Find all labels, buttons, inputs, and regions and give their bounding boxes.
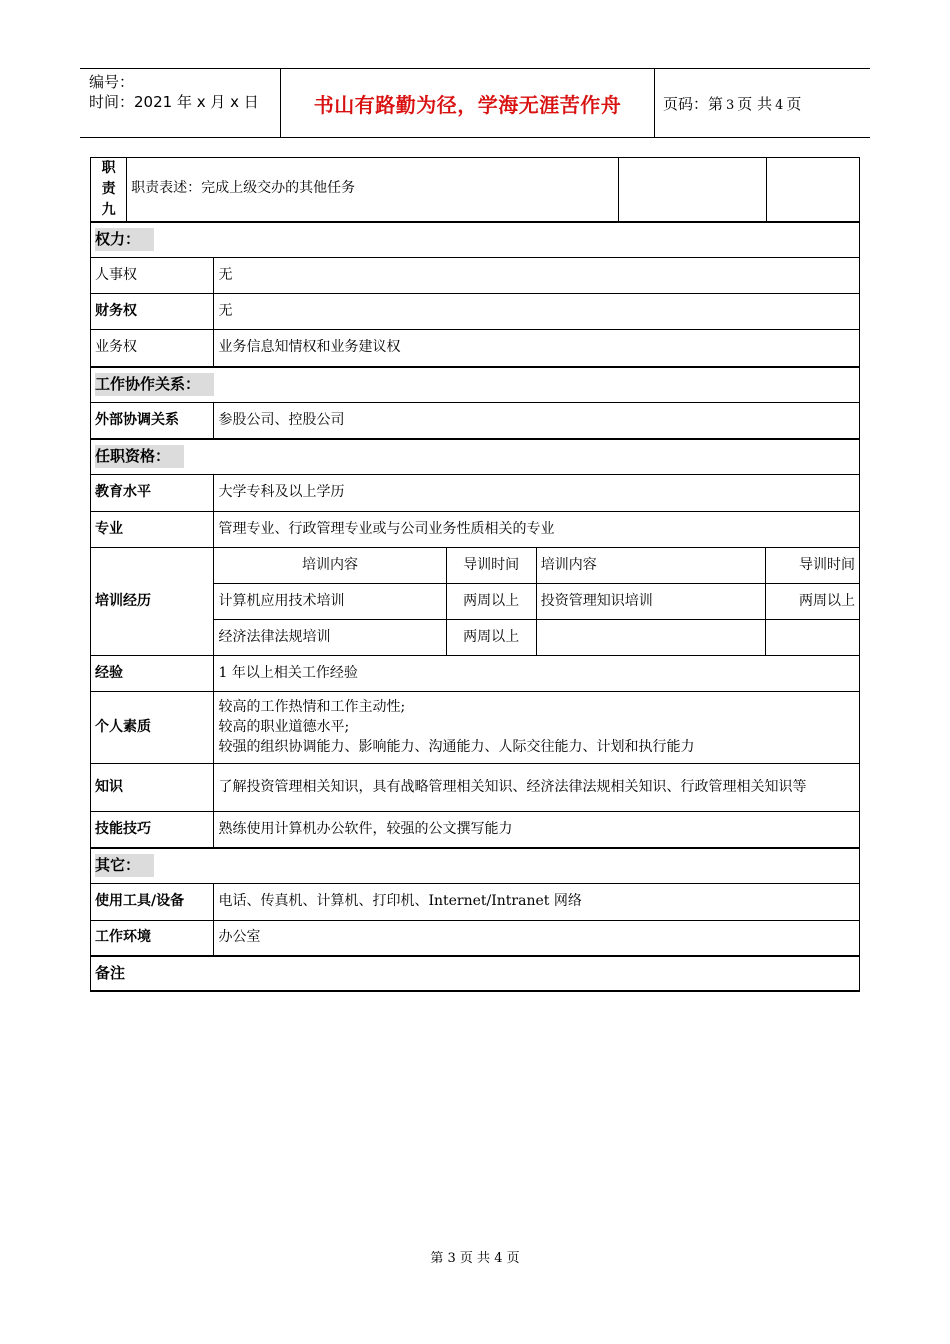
personal-line: 较高的工作热情和工作主动性; (218, 698, 406, 715)
environment-value: 办公室 (214, 920, 860, 956)
training-cell (536, 619, 766, 655)
personal-label: 个人素质 (91, 691, 214, 763)
environment-label: 工作环境 (91, 920, 214, 956)
power-row (91, 293, 860, 329)
duty-nine-row (91, 158, 860, 223)
training-header-content: 培训内容 (214, 548, 446, 584)
relations-section-row (91, 367, 860, 402)
power-value-business: 业务信息知情权和业务建议权 (214, 329, 860, 367)
training-cell: 两周以上 (446, 583, 536, 619)
training-header-time: 导训时间 (766, 548, 859, 584)
tools-label: 使用工具/设备 (91, 883, 214, 920)
personal-value (214, 691, 860, 763)
training-cell (766, 619, 859, 655)
training-label: 培训经历 (91, 547, 214, 655)
training-header-row (214, 548, 859, 584)
remarks-row (91, 956, 860, 991)
power-label-finance: 财务权 (91, 293, 214, 329)
relations-heading: 工作协作关系： (95, 373, 214, 396)
education-label: 教育水平 (91, 474, 214, 511)
major-value: 管理专业、行政管理专业或与公司业务性质相关的专业 (214, 511, 860, 547)
motto-text: 书山有路勤为径，学海无涯苦作舟 (313, 92, 622, 117)
skills-label: 技能技巧 (91, 811, 214, 848)
training-header-time: 导训时间 (446, 548, 536, 584)
education-value: 大学专科及以上学历 (214, 474, 860, 511)
remarks-label: 备注 (95, 964, 126, 982)
experience-value: 1 年以上相关工作经验 (214, 655, 860, 691)
qualifications-heading: 任职资格： (95, 445, 184, 468)
training-cell: 两周以上 (766, 583, 859, 619)
page-indicator: 页码：第 3 页 共 4 页 (663, 94, 802, 113)
number-label: 编号： (89, 73, 135, 91)
training-data-row (214, 583, 859, 619)
environment-row (91, 920, 860, 956)
skills-value: 熟练使用计算机办公软件，较强的公文撰写能力 (214, 811, 860, 848)
duty-nine-label: 职 责 九 (91, 158, 127, 223)
duty-nine-empty-cell-1 (619, 158, 767, 223)
power-label-business: 业务权 (91, 329, 214, 367)
relations-row (91, 402, 860, 439)
header-left-cell (80, 69, 281, 137)
major-label: 专业 (91, 511, 214, 547)
header-page-cell (655, 69, 870, 137)
experience-label: 经验 (91, 655, 214, 691)
qualifications-section-row (91, 439, 860, 474)
tools-value: 电话、传真机、计算机、打印机、Internet/Intranet 网络 (214, 883, 860, 920)
experience-row (91, 655, 860, 691)
duty-nine-empty-cell-2 (766, 158, 859, 223)
knowledge-label: 知识 (91, 763, 214, 811)
page-total: 4 (775, 97, 784, 113)
relations-label-external: 外部协调关系 (91, 402, 214, 439)
header-motto-cell (281, 69, 655, 137)
time-label: 时间：2021 年 x 月 x 日 (89, 93, 259, 111)
page-footer: 第 3 页 共 4 页 (430, 1251, 520, 1266)
personal-line: 较高的职业道德水平; (218, 718, 350, 735)
personal-row (91, 691, 860, 763)
training-table-cell (214, 547, 860, 655)
knowledge-row (91, 763, 860, 811)
power-heading: 权力： (95, 228, 154, 251)
training-cell: 投资管理知识培训 (536, 583, 766, 619)
duty-nine-description: 职责表述：完成上级交办的其他任务 (127, 158, 619, 223)
power-section-row (91, 222, 860, 257)
relations-value-external: 参股公司、控股公司 (214, 402, 860, 439)
tools-row (91, 883, 860, 920)
page-header (80, 68, 870, 138)
power-value-finance: 无 (214, 293, 860, 329)
training-table (214, 548, 859, 655)
other-heading: 其它： (95, 854, 154, 877)
training-cell: 计算机应用技术培训 (214, 583, 446, 619)
training-header-content: 培训内容 (536, 548, 766, 584)
other-section-row (91, 848, 860, 883)
personal-line: 较强的组织协调能力、影响能力、沟通能力、人际交往能力、计划和执行能力 (218, 739, 695, 756)
page-current: 3 (726, 97, 735, 113)
power-row (91, 257, 860, 293)
job-description-table (90, 157, 860, 992)
major-row (91, 511, 860, 547)
training-cell: 经济法律法规培训 (218, 628, 331, 645)
training-row (91, 547, 860, 655)
power-label-hr: 人事权 (91, 257, 214, 293)
skills-row (91, 811, 860, 848)
power-value-hr: 无 (214, 257, 860, 293)
training-cell: 两周以上 (446, 619, 536, 655)
education-row (91, 474, 860, 511)
power-row (91, 329, 860, 367)
knowledge-value: 了解投资管理相关知识，具有战略管理相关知识、经济法律法规相关知识、行政管理相关知识等 (214, 763, 860, 811)
training-data-row (214, 619, 859, 655)
